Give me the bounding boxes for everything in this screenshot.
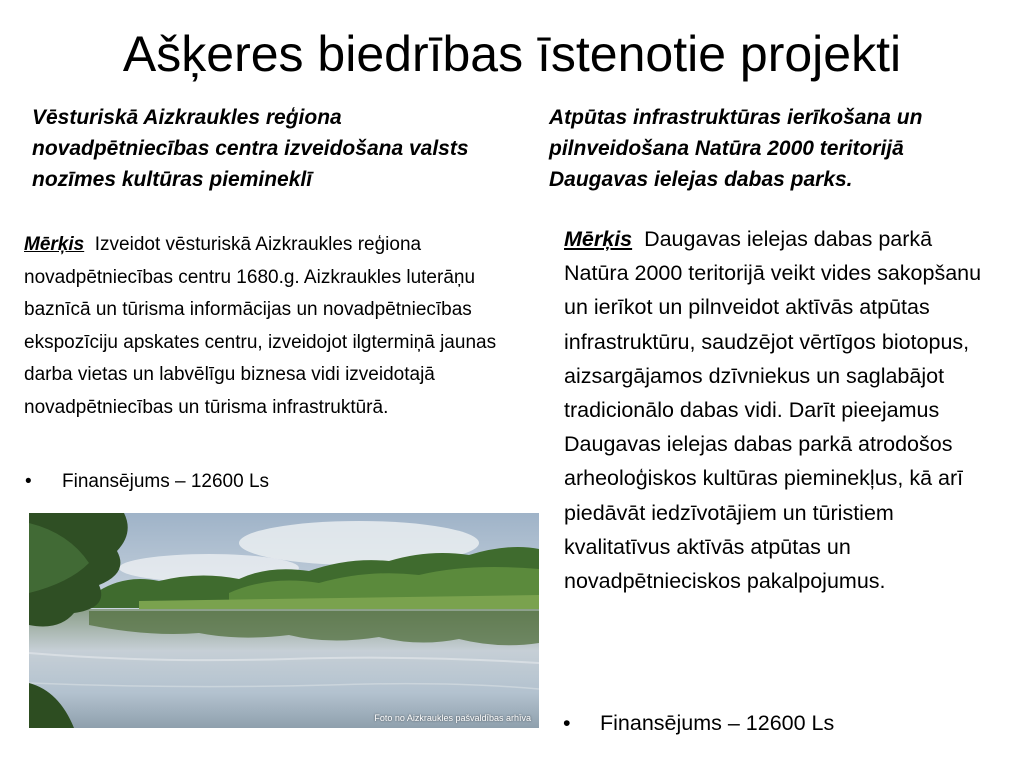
bullet-icon: • xyxy=(563,711,571,735)
river-landscape-image xyxy=(29,513,539,728)
project-2-goal-text: Daugavas ielejas dabas parkā Natūra 2000 teritorijā veikt vides sakopšanu un ierīkot un pilnveidot aktīvās atpūtas infrastruktūru, saudzējot vērtīgos biotopus, aizsargājamos dzīvniekus un saglabājot tradicionālo dabas vidi. Darīt pieejamus Daugavas ielejas dabas parkā atrodošos arheoloģiskos kultūras pieminekļus, kā arī piedāvāt iedzīvotājiem un tūristiem kvalitatīvus aktīvās atpūtas un novadpētnieciskos pakalpojumus. xyxy=(564,227,982,594)
project-1-goal xyxy=(24,229,514,424)
slide-title: Ašķeres biedrības īstenotie projekti xyxy=(122,26,902,82)
project-2-funding-text: Finansējums – 12600 Ls xyxy=(600,711,835,735)
project-1-goal-label: Mērķis xyxy=(24,234,85,255)
river-photo xyxy=(29,513,539,728)
project-1-funding xyxy=(25,466,269,498)
project-1-goal-text: Izveidot vēsturiskā Aizkraukles reģiona novadpētniecības centru 1680.g. Aizkraukles luterāņu baznīcā un tūrisma informācijas un novadpētniecības ekspozīciju apskates centru, izveidojot ilgtermiņā jaunas darba vietas un labvēlīgu biznesa vidi izveidotajā novadpētniecības un tūrisma infrastruktūrā. xyxy=(24,234,497,418)
bullet-icon: • xyxy=(25,471,32,492)
project-2-goal-label: Mērķis xyxy=(564,227,633,251)
project-2-goal xyxy=(564,222,994,598)
photo-credit: Foto no Aizkraukles pašvaldības arhīva xyxy=(374,713,531,723)
project-2-funding xyxy=(563,706,834,740)
project-2-heading: Atpūtas infrastruktūras ierīkošana un pilnveidošana Natūra 2000 teritorijā Daugavas ielejas dabas parks. xyxy=(549,106,923,191)
project-1-heading: Vēsturiskā Aizkraukles reģiona novadpētniecības centra izveidošana valsts nozīmes kultūras piemineklī xyxy=(32,106,469,191)
project-1-funding-text: Finansējums – 12600 Ls xyxy=(62,471,270,492)
